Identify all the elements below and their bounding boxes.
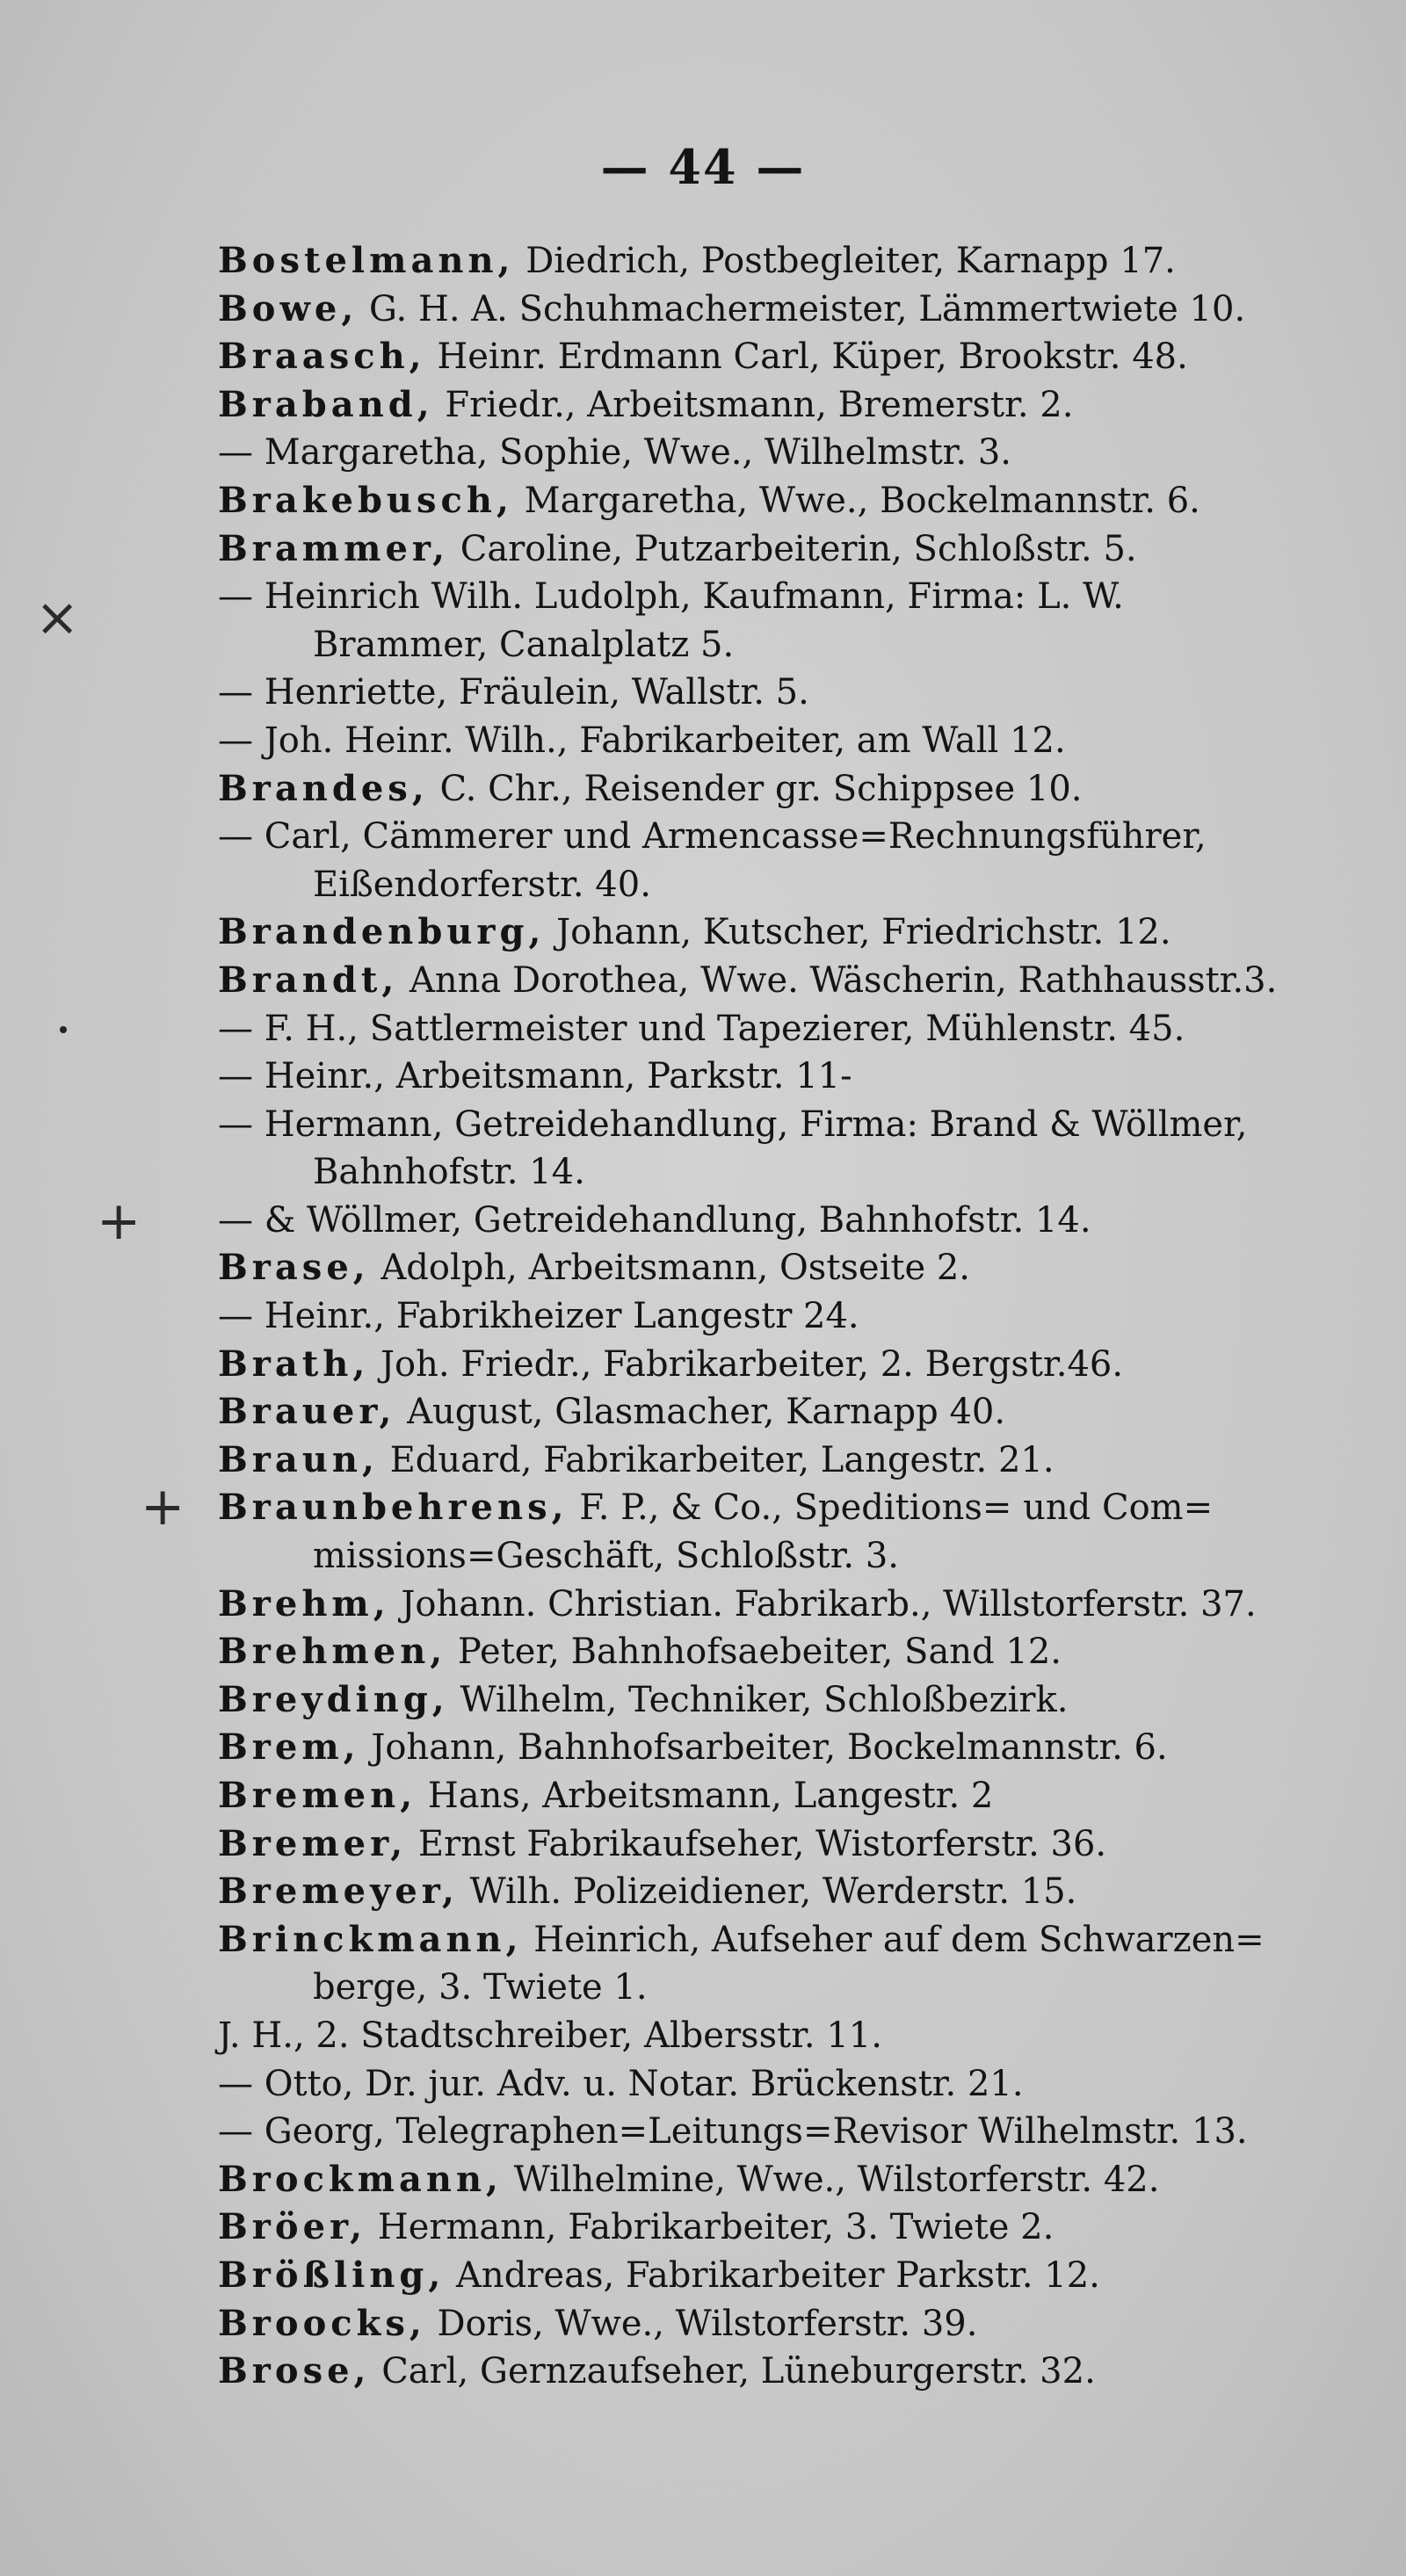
entry-details: Johann. Christian. Fabrikarb., Willstorferstr. 37. — [401, 1583, 1257, 1624]
entry-details: Johann, Kutscher, Friedrichstr. 12. — [556, 912, 1171, 953]
entry-details: Joh. Friedr., Fabrikarbeiter, 2. Bergstr.46. — [380, 1343, 1124, 1385]
entry-details: Anna Dorothea, Wwe. Wäscherin, Rathhausstr.3. — [409, 959, 1278, 1001]
entry-details: — Margaretha, Sophie, Wwe., Wilhelmstr. 3. — [218, 432, 1011, 474]
entry-details: Heinr. Erdmann Carl, Küper, Brookstr. 48. — [437, 336, 1188, 378]
entry-surname: Bremer, — [218, 1822, 408, 1864]
entry-surname: Brath, — [218, 1342, 370, 1385]
entry-details: — Heinrich Wilh. Ludolph, Kaufmann, Firma: L. W. — [218, 576, 1124, 618]
entry-surname: Brößling, — [218, 2254, 446, 2296]
directory-entry — [218, 2252, 1360, 2300]
entry-surname: Brehm, — [218, 1582, 390, 1624]
entry-details: Carl, Gernzaufseher, Lüneburgerstr. 32. — [381, 2351, 1096, 2392]
entry-details: Ernst Fabrikaufseher, Wistorferstr. 36. — [417, 1823, 1107, 1864]
directory-entry — [218, 2348, 1360, 2396]
directory-entry — [218, 1101, 1360, 1149]
directory-entry — [218, 1628, 1360, 1676]
directory-entry — [218, 429, 1360, 477]
directory-entry — [218, 669, 1360, 717]
directory-entry — [218, 2203, 1360, 2252]
entry-details: Friedr., Arbeitsmann, Bremerstr. 2. — [445, 384, 1074, 425]
directory-entry — [218, 1916, 1360, 1965]
directory-entry — [218, 477, 1360, 525]
entry-details: Andreas, Fabrikarbeiter Parkstr. 12. — [456, 2254, 1100, 2296]
entry-surname: Brose, — [218, 2350, 371, 2392]
directory-entry — [218, 237, 1360, 286]
entry-details: Wilhelmine, Wwe., Wilstorferstr. 42. — [513, 2159, 1160, 2200]
directory-entry — [218, 1244, 1360, 1292]
entry-details: — Carl, Cämmerer und Armencasse=Rechnungsführer, — [218, 816, 1207, 857]
entry-details: Margaretha, Wwe., Bockelmannstr. 6. — [524, 480, 1200, 521]
entry-details: August, Glasmacher, Karnapp 40. — [407, 1392, 1006, 1433]
directory-entry — [218, 1964, 1360, 2012]
entry-surname: Bröer, — [218, 2206, 367, 2248]
entry-details: Wilhelm, Techniker, Schloßbezirk. — [460, 1679, 1069, 1720]
directory-entry — [218, 2156, 1360, 2204]
directory-entry — [218, 1148, 1360, 1197]
entry-details: F. P., & Co., Speditions= und Com= — [579, 1487, 1214, 1529]
entry-details: Adolph, Arbeitsmann, Ostseite 2. — [380, 1248, 971, 1289]
directory-entry — [218, 813, 1360, 861]
directory-entry — [218, 957, 1360, 1005]
entry-details: Peter, Bahnhofsaebeiter, Sand 12. — [457, 1632, 1062, 1673]
entry-details: Bahnhofstr. 14. — [313, 1152, 585, 1193]
directory-entry — [218, 1724, 1360, 1772]
directory-entry — [218, 1388, 1360, 1436]
directory-entry — [218, 2108, 1360, 2156]
directory-entry — [218, 1197, 1360, 1245]
entry-surname: Brinckmann, — [218, 1918, 523, 1960]
entry-surname: Braun, — [218, 1438, 379, 1480]
entry-surname: Brockmann, — [218, 2158, 503, 2200]
directory-entry — [218, 333, 1360, 381]
margin-dot — [60, 1026, 67, 1033]
directory-entry — [218, 1484, 1360, 1532]
entry-surname: Brem, — [218, 1726, 360, 1769]
entry-surname: Braband, — [218, 383, 434, 425]
entry-details: — Georg, Telegraphen=Leitungs=Revisor Wilhelmstr. 13. — [218, 2111, 1248, 2153]
directory-entry — [218, 1436, 1360, 1485]
entry-surname: Brammer, — [218, 527, 449, 569]
directory-entry — [218, 1581, 1360, 1629]
directory-entry — [218, 765, 1360, 814]
directory-entry — [218, 1820, 1360, 1869]
entry-surname: Bostelmann, — [218, 240, 515, 281]
entry-details: — Henriette, Fräulein, Wallstr. 5. — [218, 672, 809, 713]
entry-details: — & Wöllmer, Getreidehandlung, Bahnhofstr. 14. — [218, 1199, 1091, 1241]
entry-details: Doris, Wwe., Wilstorferstr. 39. — [437, 2303, 978, 2344]
directory-entry — [218, 908, 1360, 957]
directory-entry — [218, 1005, 1360, 1053]
entry-surname: Braasch, — [218, 336, 426, 378]
directory-entry — [218, 861, 1360, 909]
entry-surname: Bowe, — [218, 287, 359, 329]
directory-entry — [218, 1532, 1360, 1581]
entry-details: — Heinr., Fabrikheizer Langestr 24. — [218, 1296, 859, 1337]
directory-entry — [218, 286, 1360, 334]
directory-entry — [218, 717, 1360, 765]
entry-details: J. H., 2. Stadtschreiber, Albersstr. 11. — [218, 2015, 882, 2056]
entry-surname: Brehmen, — [218, 1631, 447, 1673]
entry-details: Wilh. Polizeidiener, Werderstr. 15. — [469, 1871, 1077, 1913]
entry-surname: Broocks, — [218, 2302, 426, 2344]
entry-details: G. H. A. Schuhmachermeister, Lämmertwiete 10. — [369, 288, 1246, 329]
entry-surname: Bremen, — [218, 1775, 417, 1816]
directory-entry — [218, 525, 1360, 574]
entry-details: Diedrich, Postbegleiter, Karnapp 17. — [525, 241, 1176, 281]
directory-entry — [218, 2012, 1360, 2060]
entry-details: berge, 3. Twiete 1. — [313, 1967, 648, 2008]
entry-details: Hans, Arbeitsmann, Langestr. 2 — [427, 1776, 994, 1816]
entry-details: Eduard, Fabrikarbeiter, Langestr. 21. — [389, 1439, 1054, 1480]
entry-details: C. Chr., Reisender gr. Schippsee 10. — [439, 768, 1083, 809]
entry-details: — Joh. Heinr. Wilh., Fabrikarbeiter, am Wall 12. — [218, 720, 1066, 761]
page-number: — 44 — — [600, 139, 806, 195]
entry-details: Caroline, Putzarbeiterin, Schloßstr. 5. — [460, 528, 1137, 569]
entry-details: Hermann, Fabrikarbeiter, 3. Twiete 2. — [377, 2207, 1054, 2248]
directory-entry — [218, 1292, 1360, 1341]
entry-surname: Brandt, — [218, 959, 399, 1001]
entry-surname: Brakebusch, — [218, 479, 513, 521]
directory-entry — [218, 1053, 1360, 1101]
entry-details: — Hermann, Getreidehandlung, Firma: Brand & Wöllmer, — [218, 1103, 1248, 1145]
margin-cross-mark: × — [35, 587, 80, 648]
entry-surname: Brauer, — [218, 1391, 396, 1433]
margin-cross-mark: + — [141, 1476, 185, 1538]
entry-details: missions=Geschäft, Schloßstr. 3. — [313, 1536, 900, 1577]
entry-surname: Brase, — [218, 1247, 370, 1289]
entry-surname: Brandenburg, — [218, 911, 546, 953]
entry-details: — F. H., Sattlermeister und Tapezierer, Mühlenstr. 45. — [218, 1008, 1185, 1049]
directory-entry — [218, 621, 1360, 669]
directory-entry — [218, 1341, 1360, 1389]
entry-surname: Breyding, — [218, 1678, 449, 1720]
entry-details: Johann, Bahnhofsarbeiter, Bockelmannstr. 6. — [371, 1727, 1168, 1769]
entry-surname: Braunbehrens, — [218, 1487, 569, 1529]
directory-entry — [218, 381, 1360, 430]
margin-cross-mark: + — [97, 1190, 141, 1252]
directory-entries — [218, 237, 1360, 2396]
entry-surname: Brandes, — [218, 767, 429, 809]
entry-details: Eißendorferstr. 40. — [313, 864, 651, 905]
entry-details: — Heinr., Arbeitsmann, Parkstr. 11- — [218, 1056, 852, 1097]
entry-surname: Bremeyer, — [218, 1870, 459, 1913]
entry-details: Heinrich, Aufseher auf dem Schwarzen= — [533, 1919, 1265, 1960]
directory-entry — [218, 2300, 1360, 2348]
directory-entry — [218, 573, 1360, 621]
entry-details: — Otto, Dr. jur. Adv. u. Notar. Brückenstr. 21. — [218, 2063, 1024, 2104]
directory-entry — [218, 1868, 1360, 1916]
directory-entry — [218, 1772, 1360, 1820]
entry-details: Brammer, Canalplatz 5. — [313, 624, 735, 665]
directory-entry — [218, 2060, 1360, 2109]
directory-entry — [218, 1676, 1360, 1725]
